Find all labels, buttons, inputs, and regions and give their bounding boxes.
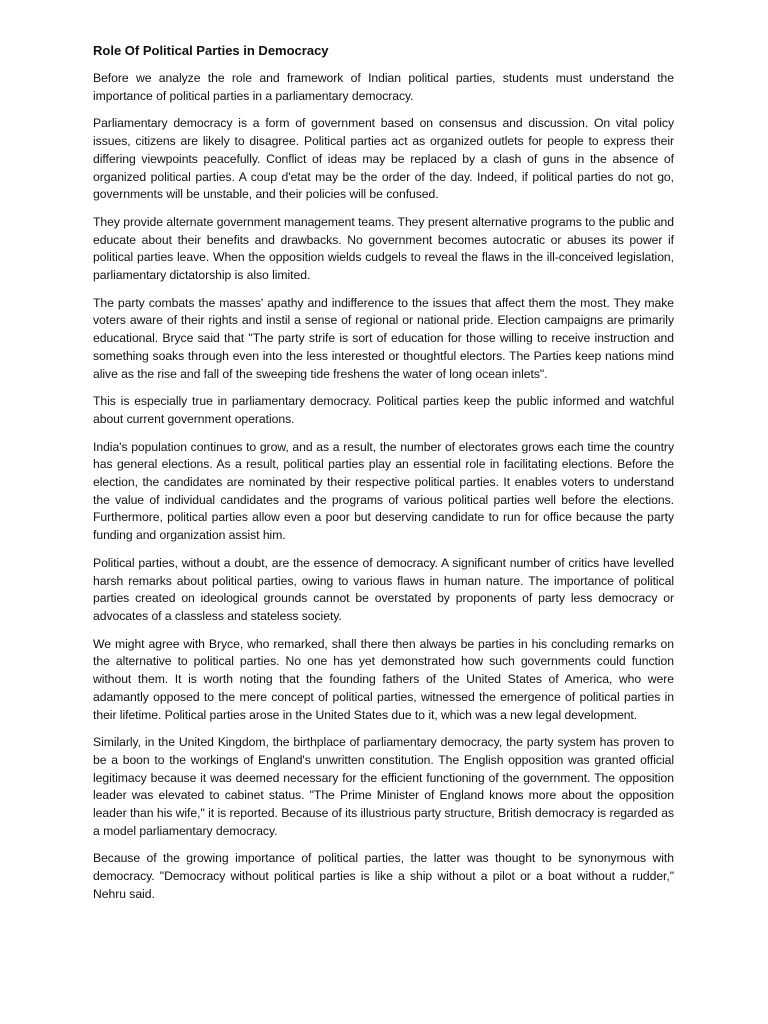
paragraph-4: The party combats the masses' apathy and indifference to the issues that affect them the most. They make voters aware of their rights and instil a sense of regional or national pride. Election campaigns are primarily educational. Bryce said that "The party strife is sort of education for those willing to receive instruction and something soaks through even into the less interested or thoughtful electors. The Parties keep nations mind alive as the rise and fall of the sweeping tide freshens the water of long ocean inlets". — [93, 295, 674, 381]
paragraph-2: Parliamentary democracy is a form of government based on consensus and discussion. On vital policy issues, citizens are likely to disagree. Political parties act as organized outlets for people to express their differing viewpoints peacefully. Conflict of ideas may be replaced by a clash of guns in the absence of organized political parties. A coup d'etat may be the order of the day. Indeed, if political parties do not go, governments will be unstable, and their policies will be confused. — [93, 116, 674, 202]
document-page — [93, 42, 674, 914]
paragraph-10: Because of the growing importance of political parties, the latter was thought to be synonymous with democracy. "Democracy without political parties is like a ship without a pilot or a boat without a rudder," Nehru said. — [93, 851, 674, 901]
paragraph-6: India's population continues to grow, and as a result, the number of electorates grows each time the country has general elections. As a result, political parties play an essential role in facilitating elections. Before the election, the candidates are nominated by their respective political parties. It enables voters to understand the value of individual candidates and the programs of various political parties well before the elections. Furthermore, political parties allow even a poor but deserving candidate to run for office because the party funding and organization assist him. — [93, 439, 674, 543]
paragraph-9: Similarly, in the United Kingdom, the birthplace of parliamentary democracy, the party system has proven to be a boon to the workings of England's unwritten constitution. The English opposition was granted official legitimacy because it was deemed necessary for the efficient functioning of the government. The opposition leader was elevated to cabinet status. "The Prime Minister of England knows more about the opposition leader than his wife," it is reported. Because of its illustrious party structure, British democracy is regarded as a model parliamentary democracy. — [93, 735, 674, 838]
paragraph-3: They provide alternate government management teams. They present alternative programs to the public and educate about their benefits and drawbacks. No government becomes autocratic or abuses its power if political parties leave. When the opposition wields cudgels to reveal the flaws in the ill-conceived legislation, parliamentary dictatorship is also limited. — [93, 214, 674, 283]
paragraph-5: This is especially true in parliamentary democracy. Political parties keep the public informed and watchful about current government operations. — [93, 394, 674, 426]
paragraph-7: Political parties, without a doubt, are the essence of democracy. A significant number of critics have levelled harsh remarks about political parties, owing to various flaws in human nature. The importance of political parties created on ideological grounds cannot be overstated by proponents of party less democracy or advocates of a classless and stateless society. — [93, 555, 674, 623]
paragraph-8: We might agree with Bryce, who remarked, shall there then always be parties in his concluding remarks on the alternative to political parties. No one has yet demonstrated how such governments could function without them. It is worth noting that the founding fathers of the United States of America, who were adamantly opposed to the mere concept of political parties, witnessed the emergence of political parties in their lifetime. Political parties arose in the United States due to it, which was a new legal development. — [93, 636, 674, 722]
paragraph-1: Before we analyze the role and framework of Indian political parties, students must understand the importance of political parties in a parliamentary democracy. — [93, 71, 674, 103]
document-title: Role Of Political Parties in Democracy — [93, 43, 329, 58]
